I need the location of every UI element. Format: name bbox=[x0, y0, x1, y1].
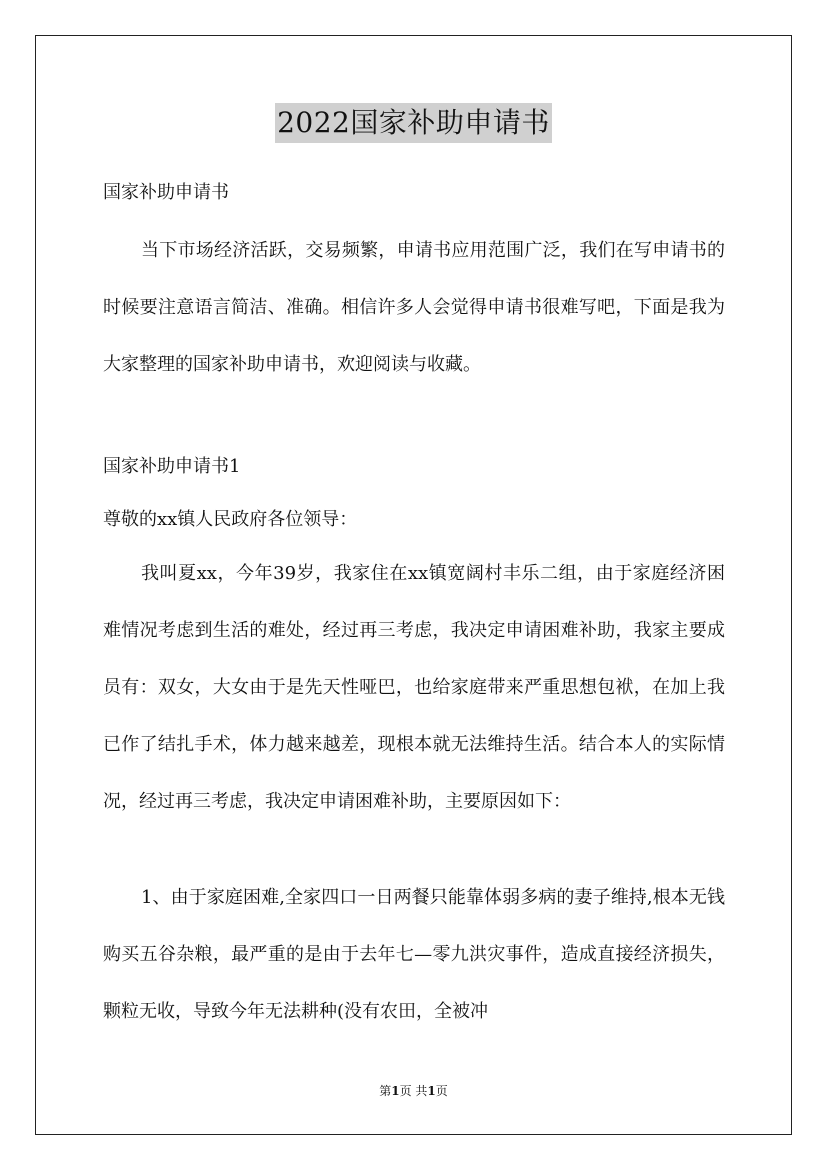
footer-current-page: 1 bbox=[391, 1084, 400, 1098]
body-paragraph-1: 我叫夏xx，今年39岁，我家住在xx镇宽阔村丰乐二组，由于家庭经济困难情况考虑到生活的难处，经过再三考虑，我决定申请困难补助，我家主要成员有：双女，大女由于是先天性哑巴，也给家庭带来严重思想包袱，在加上我已作了结扎手术，体力越来越差，现根本就无法维持生活。结合本人的实际情况，经过再三考虑，我决定申请困难补助，主要原因如下： bbox=[103, 563, 725, 812]
document-title: 2022国家补助申请书 bbox=[275, 103, 552, 143]
footer-total-pages: 1 bbox=[427, 1084, 436, 1098]
footer-mid: 页 共 bbox=[399, 1084, 428, 1098]
section-heading: 国家补助申请书1 bbox=[103, 456, 241, 477]
salutation: 尊敬的xx镇人民政府各位领导： bbox=[103, 509, 358, 530]
footer-suffix: 页 bbox=[435, 1084, 448, 1098]
body-paragraph-2: 1、由于家庭困难,全家四口一日两餐只能靠体弱多病的妻子维持,根本无钱购买五谷杂粮，最严重的是由于去年七—零九洪灾事件，造成直接经济损失，颗粒无收，导致今年无法耕种(没有农田，全被冲 bbox=[103, 887, 725, 1022]
page-footer bbox=[0, 1083, 827, 1099]
title-wrap bbox=[0, 103, 827, 143]
document-subtitle: 国家补助申请书 bbox=[103, 182, 229, 203]
footer-prefix: 第 bbox=[379, 1084, 392, 1098]
intro-paragraph: 当下市场经济活跃，交易频繁，申请书应用范围广泛，我们在写申请书的时候要注意语言简洁、准确。相信许多人会觉得申请书很难写吧，下面是我为大家整理的国家补助申请书，欢迎阅读与收藏。 bbox=[103, 240, 725, 375]
